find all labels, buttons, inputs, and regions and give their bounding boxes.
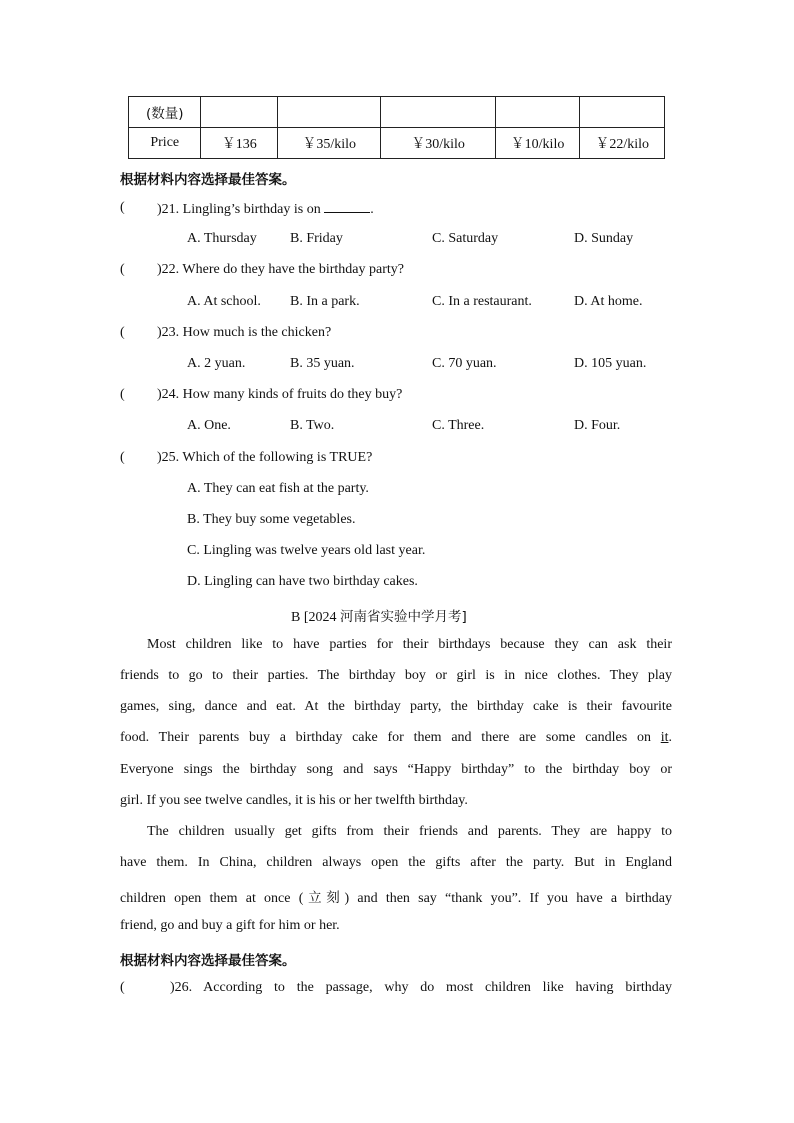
option-d: D. Sunday [574,231,634,246]
option-d: D. Four. [574,418,621,433]
para1-line4-text: food. Their parents buy a birthday cake for them and there are some candles on [120,730,661,745]
underlined-word: it [660,730,669,745]
answer-blank [324,200,370,213]
option-a: A. They can eat fish at the party. [187,481,369,496]
para1-line [120,730,672,746]
answer-paren: ( [120,325,125,340]
table-cell: ￥136 [201,128,278,159]
option-c: C. In a restaurant. [432,294,532,309]
option-d: D. Lingling can have two birthday cakes. [187,574,418,589]
option-c: C. Three. [432,418,485,433]
question-24: )24. How many kinds of fruits do they buy? [157,387,403,402]
heading-source: 河南省实验中学月考] [340,609,467,625]
table-cell: ￥22/kilo [580,128,665,159]
table-cell [580,97,665,128]
para2-line3-rest: ) and then say “thank you”. If you have a birthday [344,891,672,906]
section-instruction: 根据材料内容选择最佳答案。 [120,172,296,188]
para1-line4-end: . [668,730,672,745]
para2-line3-text: children open them at once ( [120,891,304,906]
table-cell: ￥30/kilo [381,128,495,159]
table-cell: Price [129,128,201,159]
para2-line: have them. In China, children always open the gifts after the party. But in England [120,855,672,870]
table-cell [495,97,580,128]
question-22: )22. Where do they have the birthday party? [157,262,404,277]
question-stem: )21. Lingling’s birthday is on [157,202,321,217]
para1-line: girl. If you see twelve candles, it is his or her twelfth birthday. [120,793,468,808]
option-a: A. One. [187,418,231,433]
option-d: D. At home. [574,294,643,309]
option-a: A. 2 yuan. [187,356,246,371]
option-b: B. Friday [290,231,343,246]
answer-paren: ( [120,450,125,465]
para2-line: friend, go and buy a gift for him or her. [120,918,340,933]
question-25: )25. Which of the following is TRUE? [157,450,373,465]
answer-paren: ( [120,387,125,402]
question-21 [157,200,374,218]
question-26: )26. According to the passage, why do most children like having birthday [170,980,672,995]
table-row [129,97,665,128]
table-cell [381,97,495,128]
option-b: B. In a park. [290,294,360,309]
table-cell [201,97,278,128]
price-table [128,96,665,159]
table-cell: ￥35/kilo [278,128,381,159]
option-c: C. Saturday [432,231,499,246]
section-b-heading [291,605,467,626]
para1-line: Most children like to have parties for their birthdays because they can ask their [147,637,672,652]
para2-line [120,886,672,907]
table-cell: ￥10/kilo [495,128,580,159]
para2-line: The children usually get gifts from their friends and parents. They are happy to [147,824,672,839]
question-stem-end: . [370,202,374,217]
option-c: C. Lingling was twelve years old last year. [187,543,426,558]
table-cell [278,97,381,128]
option-b: B. Two. [290,418,335,433]
answer-paren: ( [120,980,125,995]
answer-paren: ( [120,200,125,215]
para1-line: games, sing, dance and eat. At the birthday party, the birthday cake is their favourite [120,699,672,714]
table-cell: (数量) [129,97,201,128]
section-instruction: 根据材料内容选择最佳答案。 [120,953,296,969]
question-23: )23. How much is the chicken? [157,325,332,340]
answer-paren: ( [120,262,125,277]
table-row [129,128,665,159]
option-b: B. They buy some vegetables. [187,512,356,527]
option-b: B. 35 yuan. [290,356,355,371]
option-a: A. Thursday [187,231,257,246]
para1-line: friends to go to their parties. The birthday boy or girl is in nice clothes. They play [120,668,672,683]
heading-prefix: B [2024 [291,610,337,625]
option-c: C. 70 yuan. [432,356,497,371]
option-d: D. 105 yuan. [574,356,647,371]
para1-line: Everyone sings the birthday song and says “Happy birthday” to the birthday boy or [120,762,672,777]
gloss-cn: 立刻 [303,890,345,906]
option-a: A. At school. [187,294,261,309]
